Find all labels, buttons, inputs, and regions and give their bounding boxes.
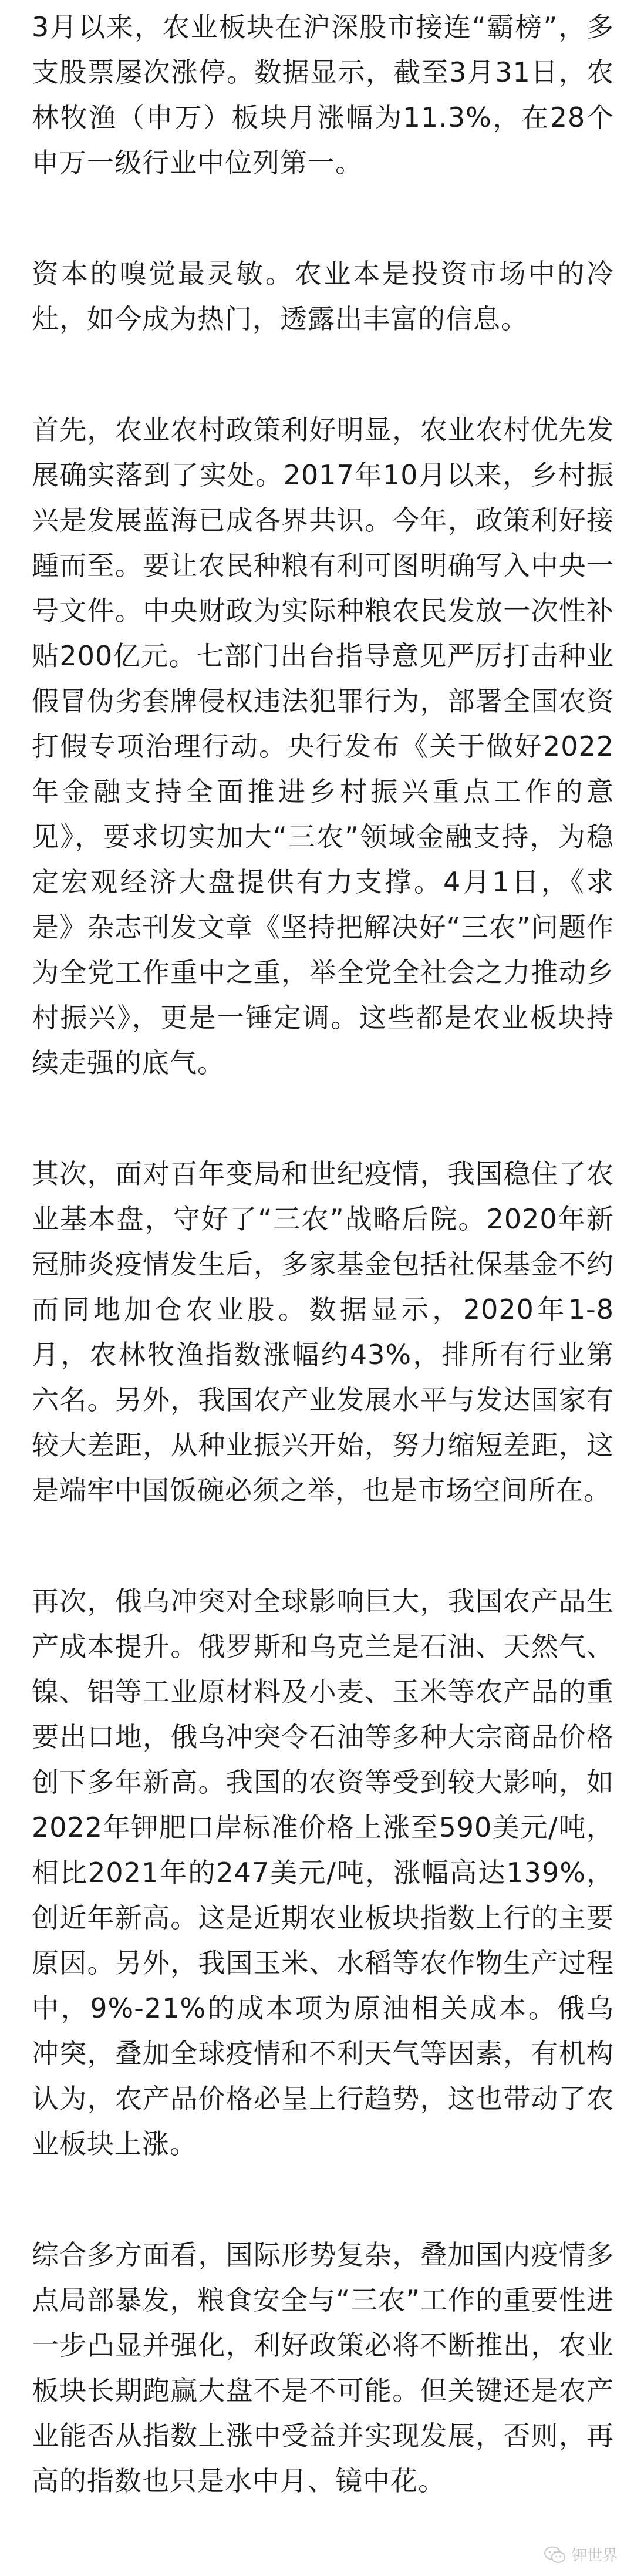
- paragraph-2: 资本的嗅觉最灵敏。农业本是投资市场中的冷灶，如今成为热门，透露出丰富的信息。: [32, 258, 614, 335]
- watermark-text: 钾世界: [571, 2547, 618, 2565]
- paragraph-4: 其次，面对百年变局和世纪疫情，我国稳住了农业基本盘，守好了“三农”战略后院。2020年新冠肺炎疫情发生后，多家基金包括社保基金不约而同地加仓农业股。数据显示，2020年1-8月，农林牧渔指数涨幅约43%，排所有行业第六名。另外，我国农产业发展水平与发达国家有较大差距，从种业振兴开始，努力缩短差距，这是端牢中国饭碗必须之举，也是市场空间所在。: [32, 1158, 614, 1506]
- paragraph-5: 再次，俄乌冲突对全球影响巨大，我国农产品生产成本提升。俄罗斯和乌克兰是石油、天然气、镍、铝等工业原材料及小麦、玉米等农产品的重要出口地，俄乌冲突令石油等多种大宗商品价格创下多年新高。我国的农资等受到较大影响，如2022年钾肥口岸标准价格上涨至590美元/吨，相比2021年的247美元/吨，涨幅高达139%，创近年新高。这是近期农业板块指数上行的主要原因。另外，我国玉米、水稻等农作物生产过程中，9%-21%的成本项为原油相关成本。俄乌冲突，叠加全球疫情和不利天气等因素，有机构认为，农产品价格必呈上行趋势，这也带动了农业板块上涨。: [32, 1585, 614, 2160]
- source-watermark: [544, 2544, 618, 2565]
- paragraph-3: 首先，农业农村政策利好明显，农业农村优先发展确实落到了实处。2017年10月以来，乡村振兴是发展蓝海已成各界共识。今年，政策利好接踵而至。要让农民种粮有利可图明确写入中央一号文件。中央财政为实际种粮农民发放一次性补贴200亿元。七部门出台指导意见严厉打击种业假冒伪劣套牌侵权违法犯罪行为，部署全国农资打假专项治理行动。央行发布《关于做好2022年金融支持全面推进乡村振兴重点工作的意见》，要求切实加大“三农”领域金融支持，为稳定宏观经济大盘提供有力支撑。4月1日，《求是》杂志刊发文章《坚持把解决好“三农”问题作为全党工作重中之重，举全党全社会之力推动乡村振兴》，更是一锤定调。这些都是农业板块持续走强的底气。: [32, 414, 614, 1079]
- wechat-icon: [544, 2546, 566, 2564]
- paragraph-1: 3月以来，农业板块在沪深股市接连“霸榜”，多支股票屡次涨停。数据显示，截至3月31日，农林牧渔（申万）板块月涨幅为11.3%，在28个申万一级行业中位列第一。: [32, 11, 614, 179]
- paragraph-6: 综合多方面看，国际形势复杂，叠加国内疫情多点局部暴发，粮食安全与“三农”工作的重要性进一步凸显并强化，利好政策必将不断推出，农业板块长期跑赢大盘不是不可能。但关键还是农产业能否从指数上涨中受益并实现发展，否则，再高的指数也只是水中月、镜中花。: [32, 2239, 614, 2497]
